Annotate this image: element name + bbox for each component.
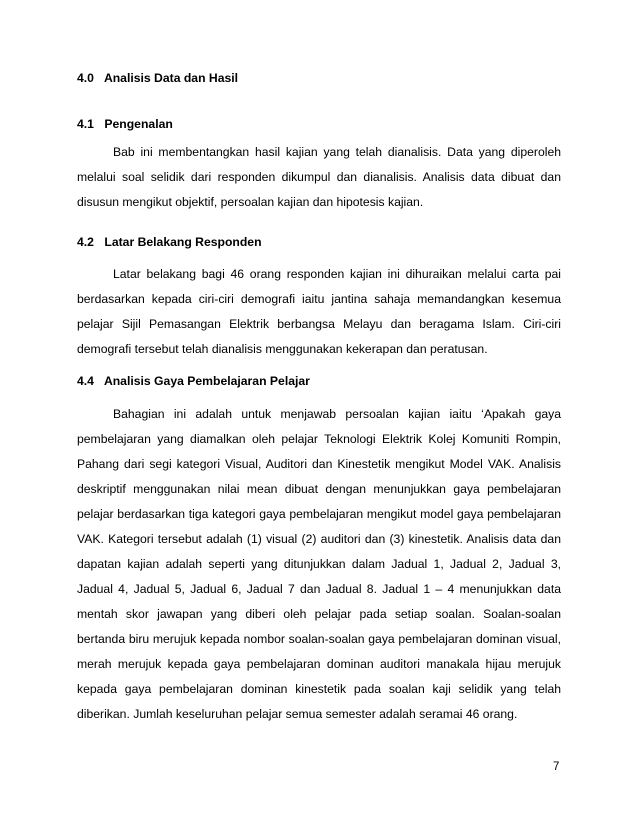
paragraph-latar-belakang: Latar belakang bagi 46 orang responden kajian ini dihuraikan melalui carta pai berdasarkan kepada ciri-ciri demografi iaitu jantina sahaja memandangkan kesemua pelajar Sijil Pemasangan Elektrik berbangsa Melayu dan beragama Islam. Ciri-ciri demografi tersebut telah dianalisis menggunakan kekerapan dan peratusan. [77, 267, 561, 356]
page-number: 7 [553, 761, 560, 773]
section-number: 4.0 [77, 71, 94, 85]
paragraph-gaya-pembelajaran: Bahagian ini adalah untuk menjawab persoalan kajian iaitu ‘Apakah gaya pembelajaran yang diamalkan oleh pelajar Teknologi Elektrik Kolej Komuniti Rompin, Pahang dari segi kategori Visual, Auditori dan Kinestetik mengikut Model VAK. Analisis deskriptif menggunakan nilai mean dibuat dengan menunjukkan gaya pembelajaran pelajar berdasarkan tiga kategori gaya pembelajaran mengikut model gaya pembelajaran VAK. Kategori tersebut adalah (1) visual (2) auditori dan (3) kinestetik. Analisis data dan dapatan kajian adalah seperti yang ditunjukkan dalam Jadual 1, Jadual 2, Jadual 3, Jadual 4, Jadual 5, Jadual 6, Jadual 7 dan Jadual 8. Jadual 1 – 4 menunjukkan data mentah skor jawapan yang diberi oleh pelajar pada setiap soalan. Soalan-soalan bertanda biru merujuk kepada nombor soalan-soalan gaya pembelajaran dominan visual, merah merujuk kepada gaya pembelajaran dominan auditori manakala hijau merujuk kepada gaya pembelajaran dominan kinestetik pada soalan kaji selidik yang telah diberikan. Jumlah keseluruhan pelajar semua semester adalah seramai 46 orang. [77, 407, 561, 721]
section-number: 4.4 [77, 374, 94, 388]
paragraph-pengenalan: Bab ini membentangkan hasil kajian yang telah dianalisis. Data yang diperoleh melalui soal selidik dari responden dikumpul dan dianalisis. Analisis data dibuat dan disusun mengikut objektif, persoalan kajian dan hipotesis kajian. [77, 145, 561, 209]
section-heading-4-1 [77, 116, 173, 132]
section-number: 4.2 [77, 235, 94, 249]
section-title: Pengenalan [104, 117, 173, 131]
section-title: Analisis Gaya Pembelajaran Pelajar [103, 374, 310, 388]
section-title: Analisis Data dan Hasil [103, 71, 239, 85]
section-title: Latar Belakang Responden [104, 235, 262, 249]
section-heading-4-0 [77, 70, 238, 86]
section-number: 4.1 [77, 117, 94, 131]
section-heading-4-4 [77, 373, 310, 389]
section-heading-4-2 [77, 234, 262, 250]
